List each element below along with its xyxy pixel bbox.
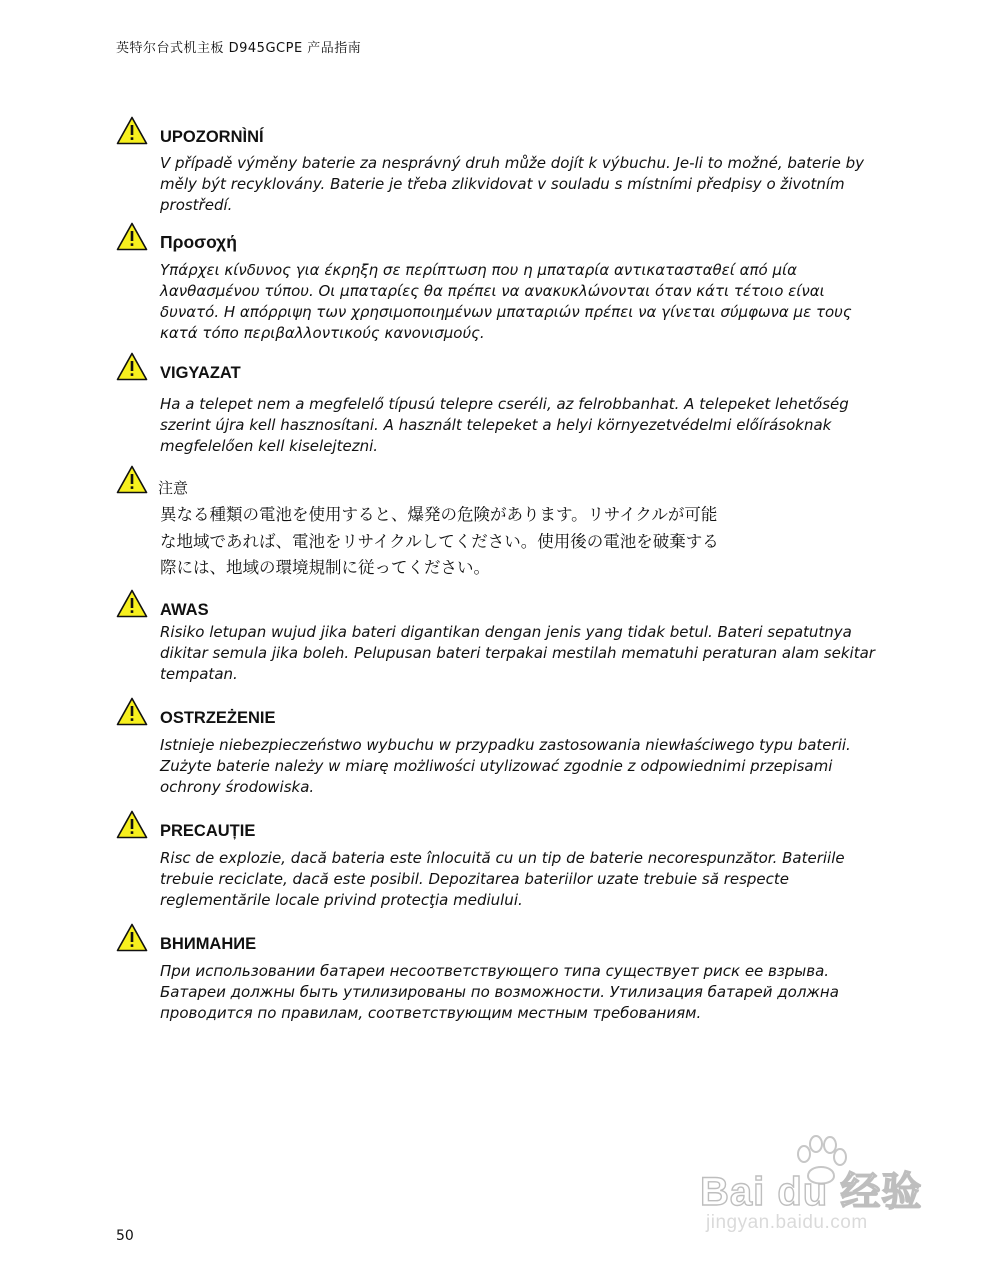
warning-title: UPOZORNÌNÍ [160,128,264,146]
warning-triangle-icon [116,697,148,726]
warning-triangle-icon [116,923,148,952]
warning-triangle-icon [116,589,148,618]
warning-title: Προσοχή [160,232,237,252]
warning-text: Risiko letupan wujud jika bateri digantikan dengan jenis yang tidak betul. Bateri sepatutnya dikitar semula jika boleh. Pelupusan bateri terpakai mestilah mematuhi peraturan alam sekitar tempatan. [160,623,875,683]
page-number: 50 [116,1228,134,1244]
warning-title: VIGYAZAT [160,364,241,382]
warning-title: ВНИМАНИЕ [160,935,257,953]
warning-text: Risc de explozie, dacă bateria este înlocuită cu un tip de baterie necorespunzător. Bateriile trebuie reciclate, dacă este posibil. Depozitarea bateriilor uzate trebuie să respecte reglementările locale privind protecţia mediului. [160,849,845,909]
warning-triangle-icon [116,116,148,145]
warning-title: AWAS [160,601,209,619]
warning-triangle-icon [116,810,148,839]
baidu-watermark [700,1132,940,1242]
warning-text: При использовании батареи несоответствующего типа существует риск ее взрыва. Батареи должны быть утилизированы по возможности. Утилизация батарей должна проводится по правилам, соответствующим местным требованиям. [160,962,839,1022]
warning-text: Υπάρχει κίνδυνος για έκρηξη σε περίπτωση που η μπαταρία αντικατασταθεί από μία λανθασμένου τύπου. Οι μπαταρίες θα πρέπει να ανακυκλώνονται όταν κάτι τέτοιο είναι δυνατό. Η απόρριψη των χρησιμοποιημένων μπαταριών πρέπει να γίνεται σύμφωνα με τους κατά τόπο περιβαλλοντικούς κανονισμούς. [160,261,852,342]
watermark-brand: Bai du 经验 [700,1170,923,1214]
warning-text: 異なる種類の電池を使用すると、爆発の危険があります。リサイクルが可能な地域であれば、電池をリサイクルしてください。使用後の電池を破棄する際には、地域の環境規制に従ってください。 [160,505,719,577]
watermark-url: jingyan.baidu.com [706,1212,868,1233]
warning-title: PRECAUȚIE [160,822,256,840]
warning-text: Istnieje niebezpieczeństwo wybuchu w przypadku zastosowania niewłaściwego typu baterii. Zużyte baterie należy w miarę możliwości utylizować zgodnie z odpowiednimi przepisami ochrony środowiska. [160,736,851,796]
warning-text: Ha a telepet nem a megfelelő típusú telepre cseréli, az felrobbanhat. A telepeket lehetőség szerint újra kell hasznosítani. A használt telepeket a helyi környezetvédelmi előírásoknak megfelelően kell kiselejtezni. [160,395,849,455]
warning-title: 注意 [158,480,189,497]
warning-triangle-icon [116,465,148,494]
warning-title: OSTRZEŻENIE [160,709,276,727]
page-header: 英特尔台式机主板 D945GCPE 产品指南 [116,41,362,56]
warning-triangle-icon [116,222,148,251]
warning-text: V případě výměny baterie za nesprávný druh může dojít k výbuchu. Je-li to možné, baterie by měly být recyklovány. Baterie je třeba zlikvidovat v souladu s místními předpisy o životním prostředí. [160,154,864,214]
warning-triangle-icon [116,352,148,381]
